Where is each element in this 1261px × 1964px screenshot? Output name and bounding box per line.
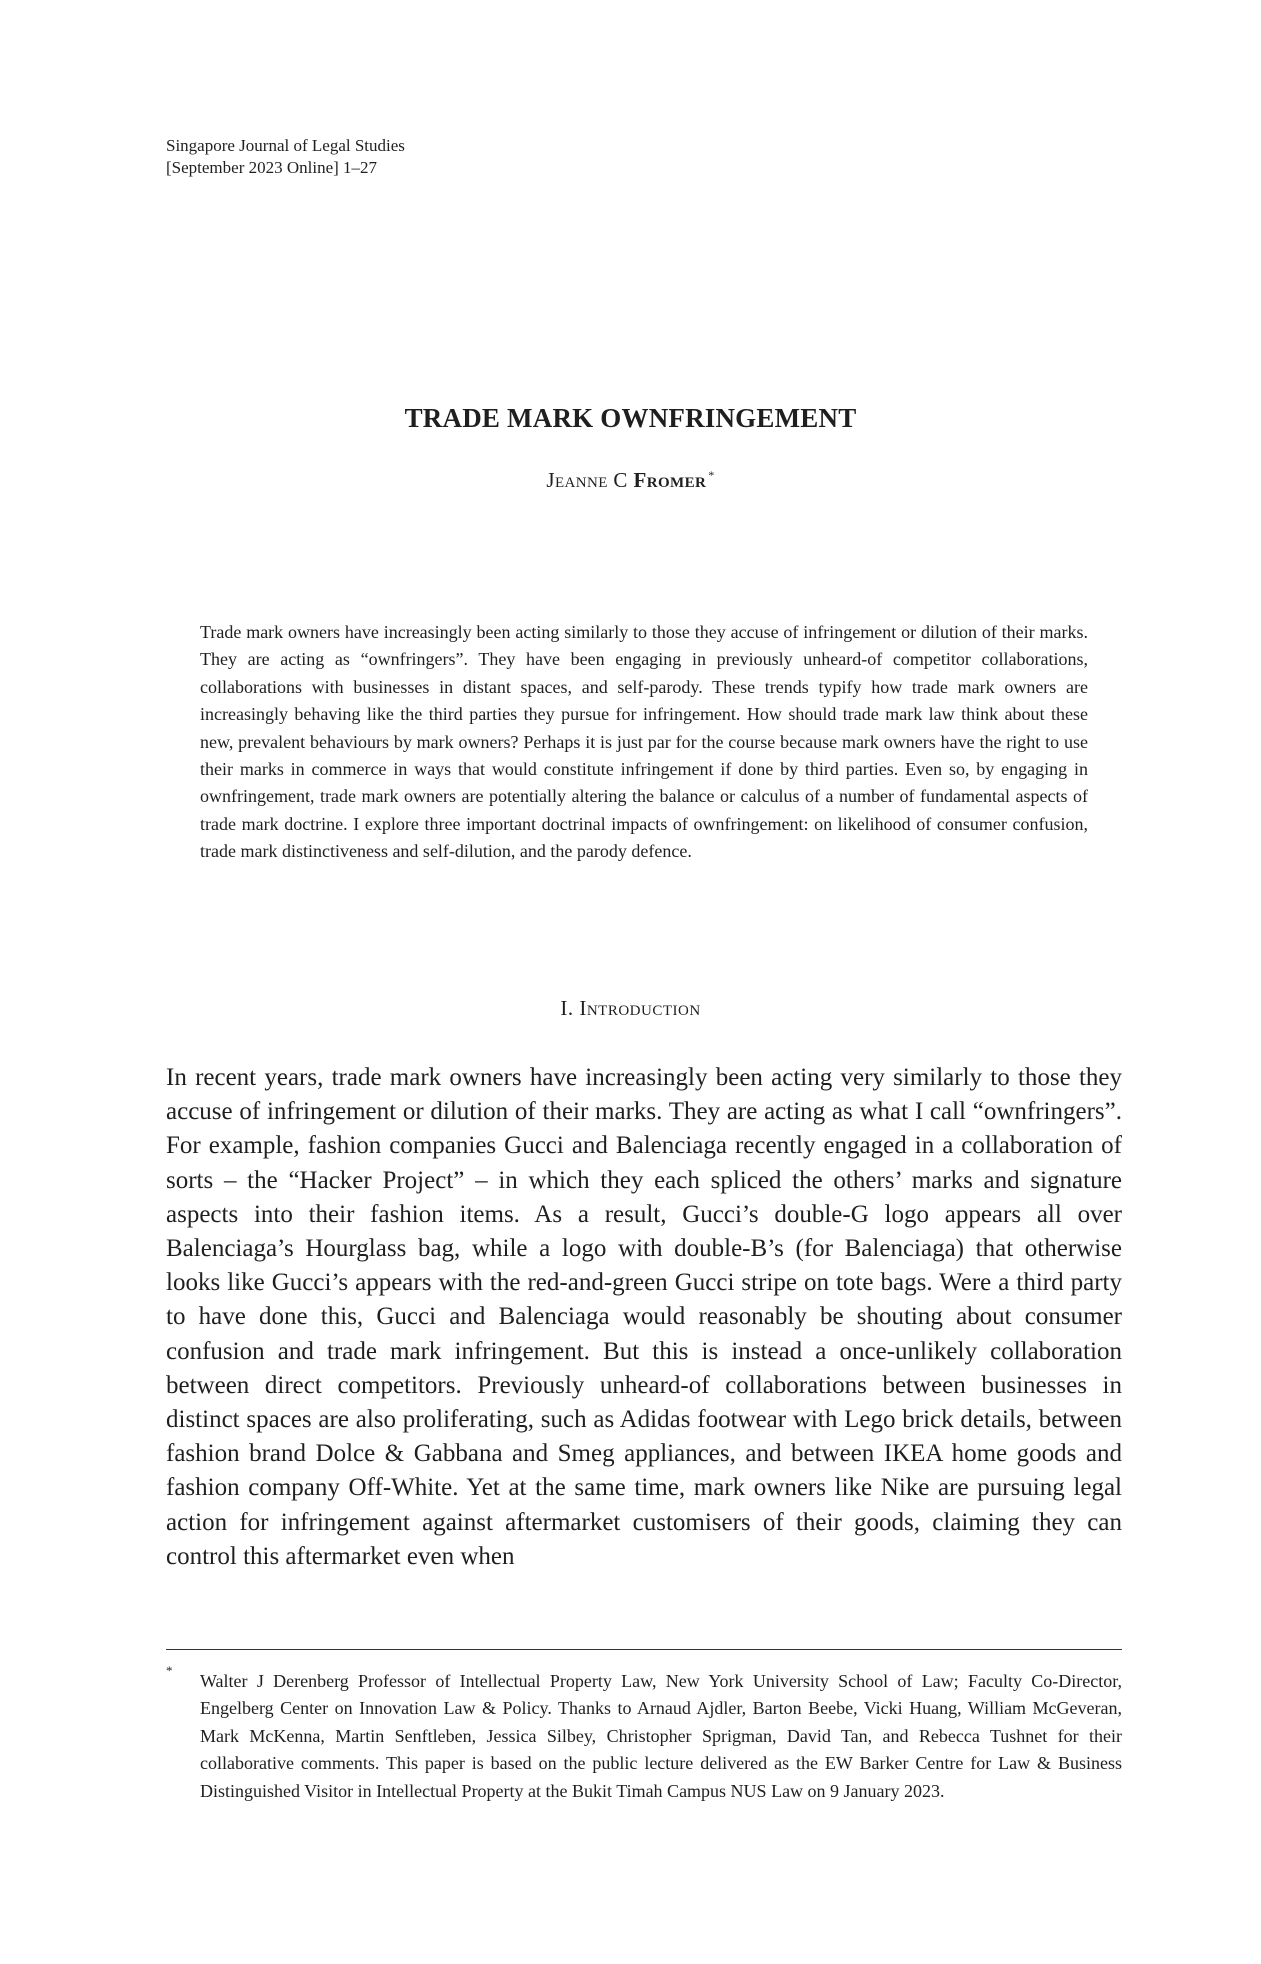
journal-name: Singapore Journal of Legal Studies	[166, 136, 405, 155]
body-paragraph: In recent years, trade mark owners have increasingly been acting very similarly to those they accuse of infringement or dilution of their marks. They are acting as what I call “ownfringers”. For example, fashion companies Gucci and Balenciaga recently engaged in a collaboration of sorts – the “Hacker Project” – in which they each spliced the others’ marks and signature aspects into their fashion items. As a result, Gucci’s double-G logo appears all over Balenciaga’s Hourglass bag, while a logo with double-B’s (for Balenciaga) that otherwise looks like Gucci’s appears with the red-and-green Gucci stripe on tote bags. Were a third party to have done this, Gucci and Balenciaga would reasonably be shouting about consumer confusion and trade mark infringement. But this is instead a once-unlikely collaboration between direct competitors. Previously unheard-of collaborations between businesses in distinct spaces are also proliferating, such as Adidas footwear with Lego brick details, between fashion brand Dolce & Gabbana and Smeg appliances, and between IKEA home goods and fashion company Off-White. Yet at the same time, mark owners like Nike are pursuing legal action for infringement against aftermarket customisers of their goods, claiming they can control this aftermarket even when	[166, 1064, 1122, 1570]
issue-info: [September 2023 Online] 1–27	[166, 158, 378, 177]
author-surname: Fromer	[633, 468, 707, 492]
running-head	[166, 135, 405, 179]
author-line	[0, 468, 1261, 493]
footnote-marker: *	[166, 1663, 173, 1678]
footnote-text: Walter J Derenberg Professor of Intellectual Property Law, New York University School of Law; Faculty Co-Director, Engelberg Center on Innovation Law & Policy. Thanks to Arnaud Ajdler, Barton Beebe, Vicki Huang, William McGeveran, Mark McKenna, Martin Senftleben, Jessica Silbey, Christopher Sprigman, David Tan, and Rebecca Tushnet for their collaborative comments. This paper is based on the public lecture delivered as the EW Barker Centre for Law & Business Distinguished Visitor in Intellectual Property at the Bukit Timah Campus NUS Law on 9 January 2023.	[200, 1671, 1122, 1801]
author-footnote-marker[interactable]: *	[708, 468, 715, 482]
author-given-name: Jeanne C	[546, 468, 634, 492]
abstract: Trade mark owners have increasingly been acting similarly to those they accuse of infringement or dilution of their marks. They are acting as “ownfringers”. They have been engaging in previously unheard-of competitor collaborations, collaborations with businesses in distant spaces, and self-parody. These trends typify how trade mark owners are increasingly behaving like the third parties they pursue for infringement. How should trade mark law think about these new, prevalent behaviours by mark owners? Perhaps it is just par for the course because mark owners have the right to use their marks in commerce in ways that would constitute infringement if done by third parties. Even so, by engaging in ownfringement, trade mark owners are potentially altering the balance or calculus of a number of fundamental aspects of trade mark doctrine. I explore three important doctrinal impacts of ownfringement: on likelihood of consumer confusion, trade mark distinctiveness and self-dilution, and the parody defence.	[200, 622, 1088, 862]
section-heading: I. Introduction	[560, 996, 701, 1020]
article-title: TRADE MARK OWNFRINGEMENT	[404, 403, 857, 433]
footnote-divider	[166, 1649, 1122, 1650]
